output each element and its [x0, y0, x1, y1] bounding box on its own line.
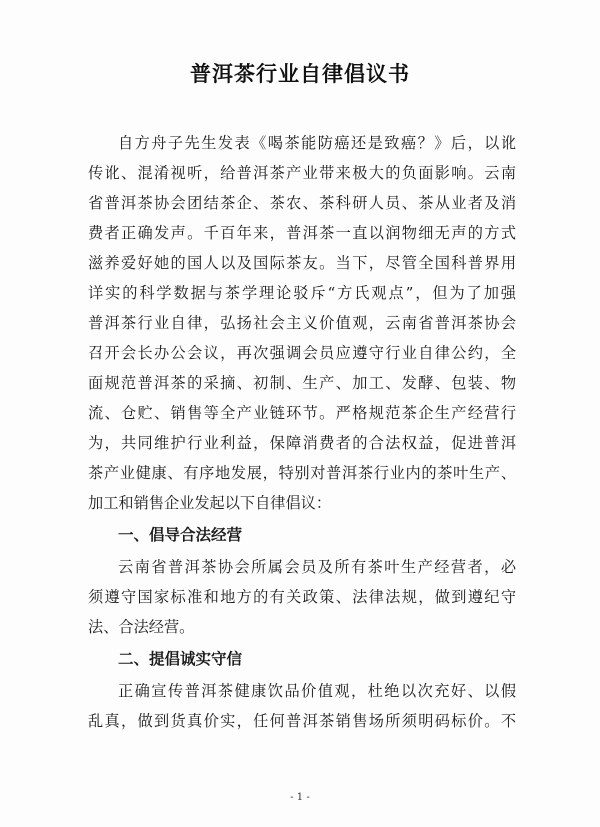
- section-heading-honesty: 二、提倡诚实守信: [118, 650, 243, 668]
- paragraph-line: 加工和销售企业发起以下自律倡议：: [88, 494, 331, 512]
- paragraph-line: 茶产业健康、有序地发展，特别对普洱茶行业内的茶叶生产、: [88, 464, 516, 482]
- paragraph-line: 费者正确发声。千百年来，普洱茶一直以润物细无声的方式: [88, 224, 516, 242]
- document-title: 普洱茶行业自律倡议书: [190, 62, 410, 86]
- paragraph-line: 为，共同维护行业利益，保障消费者的合法权益，促进普洱: [88, 434, 516, 452]
- paragraph-line: 面规范普洱茶的采摘、初制、生产、加工、发酵、包装、物: [88, 374, 516, 392]
- paragraph-line: 法、合法经营。: [88, 618, 195, 636]
- paragraph-line: 云南省普洱茶协会所属会员及所有茶叶生产经营者，必: [118, 558, 516, 576]
- paragraph-line: 流、仓贮、销售等全产业链环节。严格规范茶企生产经营行: [88, 404, 516, 422]
- document-body: [88, 128, 516, 736]
- page-number: - 1 -: [290, 792, 310, 803]
- paragraph-line: 省普洱茶协会团结茶企、茶农、茶科研人员、茶从业者及消: [88, 194, 516, 212]
- paragraph-line: 须遵守国家标准和地方的有关政策、法律法规，做到遵纪守: [88, 588, 516, 606]
- paragraph-line: 滋养爱好她的国人以及国际茶友。当下，尽管全国科普界用: [88, 254, 516, 272]
- section-heading-lawful-operation: 一、倡导合法经营: [118, 526, 243, 544]
- paragraph-line: 召开会长办公会议，再次强调会员应遵守行业自律公约，全: [88, 344, 516, 362]
- paragraph-line: 详实的科学数据与茶学理论驳斥“方氏观点”，但为了加强: [88, 284, 516, 302]
- paragraph-line: 正确宣传普洱茶健康饮品价值观，杜绝以次充好、以假: [118, 682, 516, 700]
- paragraph-line: 乱真，做到货真价实，任何普洱茶销售场所须明码标价。不: [88, 712, 516, 730]
- paragraph-line: 传讹、混淆视听，给普洱茶产业带来极大的负面影响。云南: [88, 164, 516, 182]
- paragraph-line: 自方舟子先生发表《喝茶能防癌还是致癌？》后，以讹: [118, 134, 516, 152]
- paragraph-line: 普洱茶行业自律，弘扬社会主义价值观，云南省普洱茶协会: [88, 314, 516, 332]
